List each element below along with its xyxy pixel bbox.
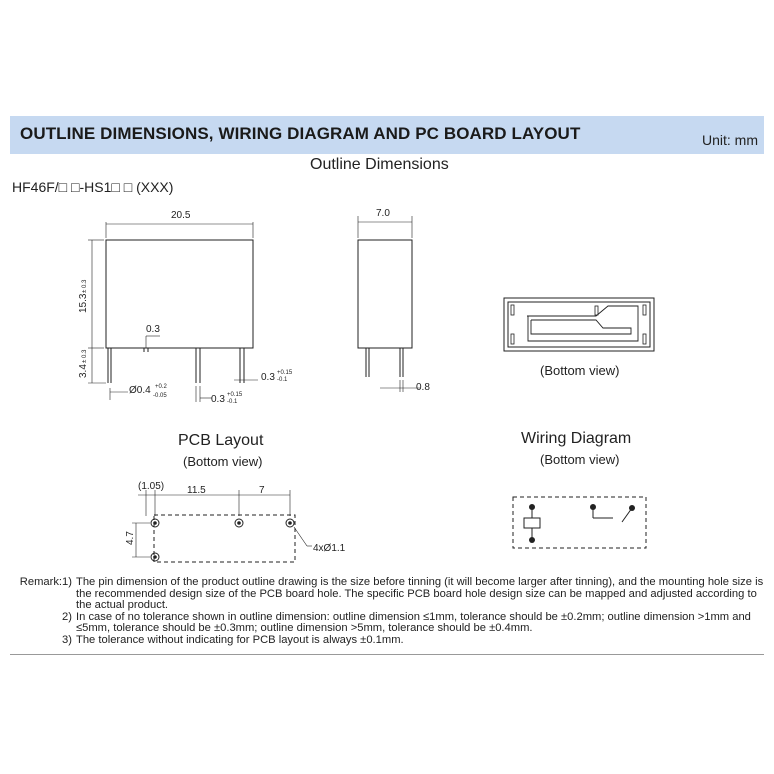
pcb-title: PCB Layout bbox=[178, 432, 264, 449]
pcb-dim-pitch-1: 11.5 bbox=[187, 485, 206, 496]
pcb-dim-pitch-2: 7 bbox=[259, 485, 265, 496]
pcb-bottom-view-label: (Bottom view) bbox=[183, 454, 263, 469]
remark-text: In case of no tolerance shown in outline dimension: outline dimension ≤1mm, tolerance should be ±0.2mm; outline dimension >1mm and ≤5mm, tolerance should be ±0.3mm; outline dimension >5mm, tolerance should be ±0.4mm. bbox=[76, 610, 751, 635]
dim-pin-width-right-tol-plus: +0.15 bbox=[277, 370, 293, 376]
bottom-divider bbox=[10, 654, 764, 655]
remark-num: 3) bbox=[62, 633, 72, 646]
remark-3 bbox=[10, 635, 770, 647]
dim-pin-diameter-tol-plus: +0.2 bbox=[155, 384, 167, 390]
outline-title: Outline Dimensions bbox=[310, 156, 449, 173]
dim-pin-width-bottom: 0.3 bbox=[211, 394, 225, 405]
dim-pin-length: 3.4 bbox=[78, 364, 89, 378]
dim-pin-width-bottom-tol-plus: +0.15 bbox=[227, 392, 243, 398]
remark-2 bbox=[10, 612, 770, 635]
dim-width: 20.5 bbox=[171, 210, 191, 221]
remark-text: The pin dimension of the product outline drawing is the size before tinning (it will become larger after tinning), and the mounting hole size is the recommended design size of the PCB board hole. The specific PCB board hole design size can be mapped and adjusted according to the actual product. bbox=[76, 576, 764, 612]
remark-num: 1) bbox=[62, 576, 72, 588]
outline-bottom-view-label: (Bottom view) bbox=[540, 363, 620, 378]
relay-front-body bbox=[106, 240, 253, 348]
remark-label: Remark: bbox=[19, 576, 63, 588]
dim-pin-length-tol: ± 0.3 bbox=[82, 349, 88, 363]
pcb-outline bbox=[154, 515, 295, 562]
dim-pin-width-bottom-tol-minus: -0.1 bbox=[227, 399, 238, 405]
dim-pin-offset: 0.3 bbox=[146, 324, 160, 335]
dim-depth: 7.0 bbox=[376, 208, 390, 219]
dim-pin-width-right: 0.3 bbox=[261, 372, 275, 383]
part-number: HF46F/□ □-HS1□ □ (XXX) bbox=[12, 179, 174, 195]
coil-symbol bbox=[524, 518, 540, 528]
page-title: OUTLINE DIMENSIONS, WIRING DIAGRAM AND PC BOARD LAYOUT bbox=[20, 124, 581, 143]
dim-side-pin: 0.8 bbox=[416, 382, 430, 393]
wiring-title: Wiring Diagram bbox=[521, 430, 632, 447]
remark-1 bbox=[10, 577, 770, 612]
unit-label: Unit: mm bbox=[702, 132, 758, 148]
remark-num: 2) bbox=[62, 610, 72, 623]
remarks bbox=[10, 577, 770, 647]
pcb-dim-offset: (1.05) bbox=[138, 481, 165, 492]
dim-pin-diameter: Ø0.4 bbox=[129, 385, 151, 396]
relay-side-body bbox=[358, 240, 412, 348]
pcb-dim-row: 4.7 bbox=[125, 531, 136, 545]
dim-height-tol: ± 0.3 bbox=[82, 279, 88, 293]
dim-height: 15.3 bbox=[78, 293, 89, 313]
wiring-bottom-view-label: (Bottom view) bbox=[540, 452, 620, 467]
dim-pin-diameter-tol-minus: -0.05 bbox=[153, 393, 167, 399]
remark-text: The tolerance without indicating for PCB layout is always ±0.1mm. bbox=[76, 633, 404, 646]
dim-pin-width-right-tol-minus: -0.1 bbox=[277, 377, 288, 383]
pcb-dim-holes: 4xØ1.1 bbox=[313, 543, 346, 554]
